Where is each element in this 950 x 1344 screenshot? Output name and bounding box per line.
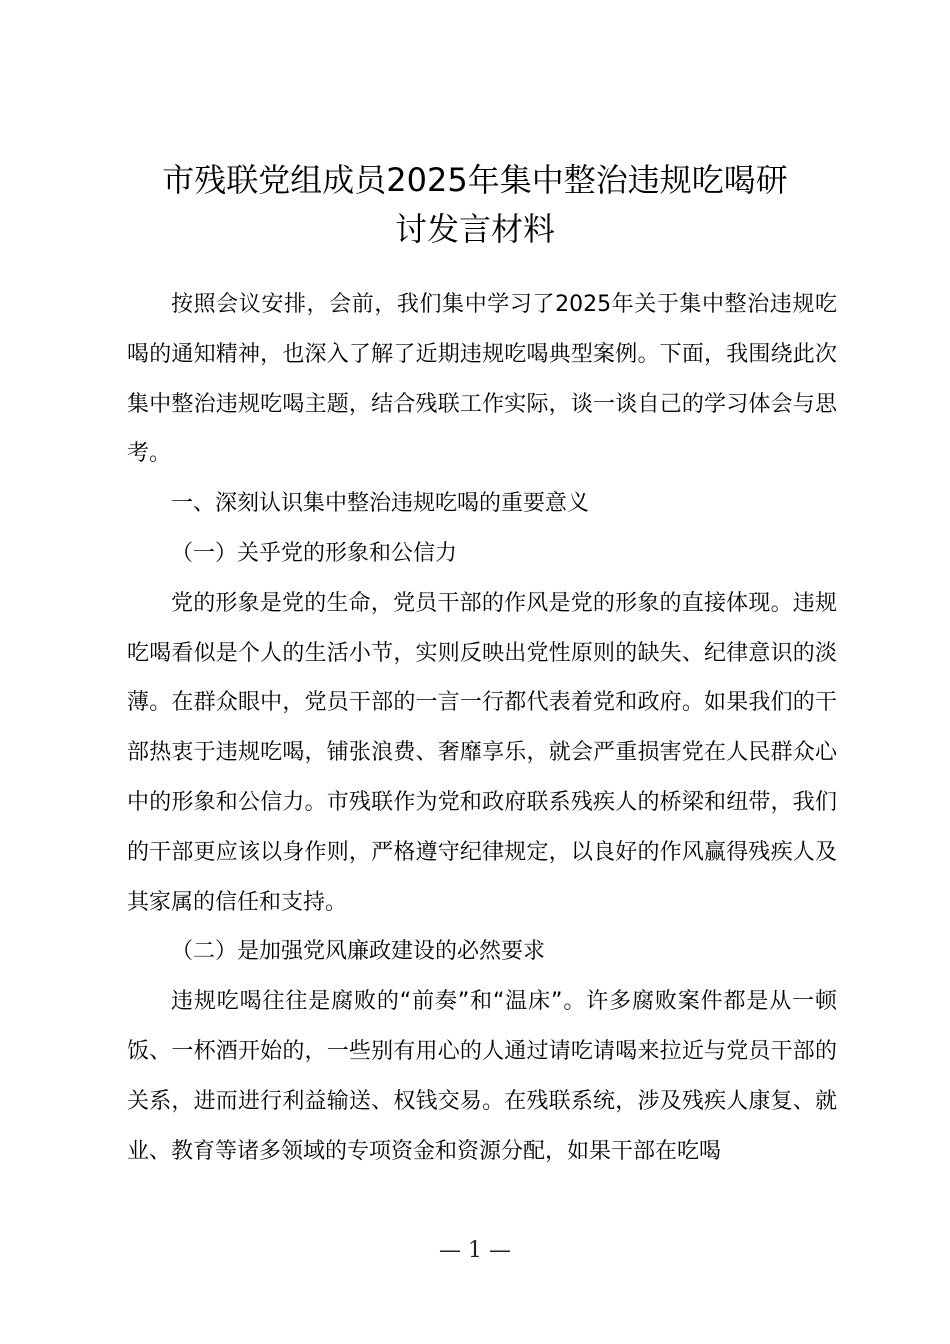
body-paragraph-2: 违规吃喝往往是腐败的“前奏”和“温床”。许多腐败案件都是从一顿饭、一杯酒开始的，一些别有用心的人通过请吃请喝来拉近与党员干部的关系，进而进行利益输送、权钱交易。在残联系统，涉及残疾人康复、就业、教育等诸多领域的专项资金和资源分配，如果干部在吃喝 [127,989,837,1164]
document-body [127,280,837,1176]
subsection-heading-1: （一）关乎党的形象和公信力 [171,540,458,566]
section-heading-1: 一、深刻认识集中整治违规吃喝的重要意义 [171,491,590,517]
intro-paragraph: 按照会议安排，会前，我们集中学习了2025年关于集中整治违规吃喝的通知精神，也深入了解了近期违规吃喝典型案例。下面，我围绕此次集中整治违规吃喝主题，结合残联工作实际，谈一谈自己的学习体会与思考。 [127,292,837,467]
page-number: — 1 — [439,1238,511,1263]
body-paragraph-1: 党的形象是党的生命，党员干部的作风是党的形象的直接体现。违规吃喝看似是个人的生活小节，实则反映出党性原则的缺失、纪律意识的淡薄。在群众眼中，党员干部的一言一行都代表着党和政府。如果我们的干部热衷于违规吃喝，铺张浪费、奢靡享乐，就会严重损害党在人民群众心中的形象和公信力。市残联作为党和政府联系残疾人的桥梁和纽带，我们的干部更应该以身作则，严格遵守纪律规定，以良好的作风赢得残疾人及其家属的信任和支持。 [127,590,837,915]
subsection-heading-2: （二）是加强党风廉政建设的必然要求 [171,939,546,965]
document-title-line-2: 讨发言材料 [394,210,555,248]
document-title-line-1: 市残联党组成员2025年集中整治违规吃喝研 [162,161,788,199]
